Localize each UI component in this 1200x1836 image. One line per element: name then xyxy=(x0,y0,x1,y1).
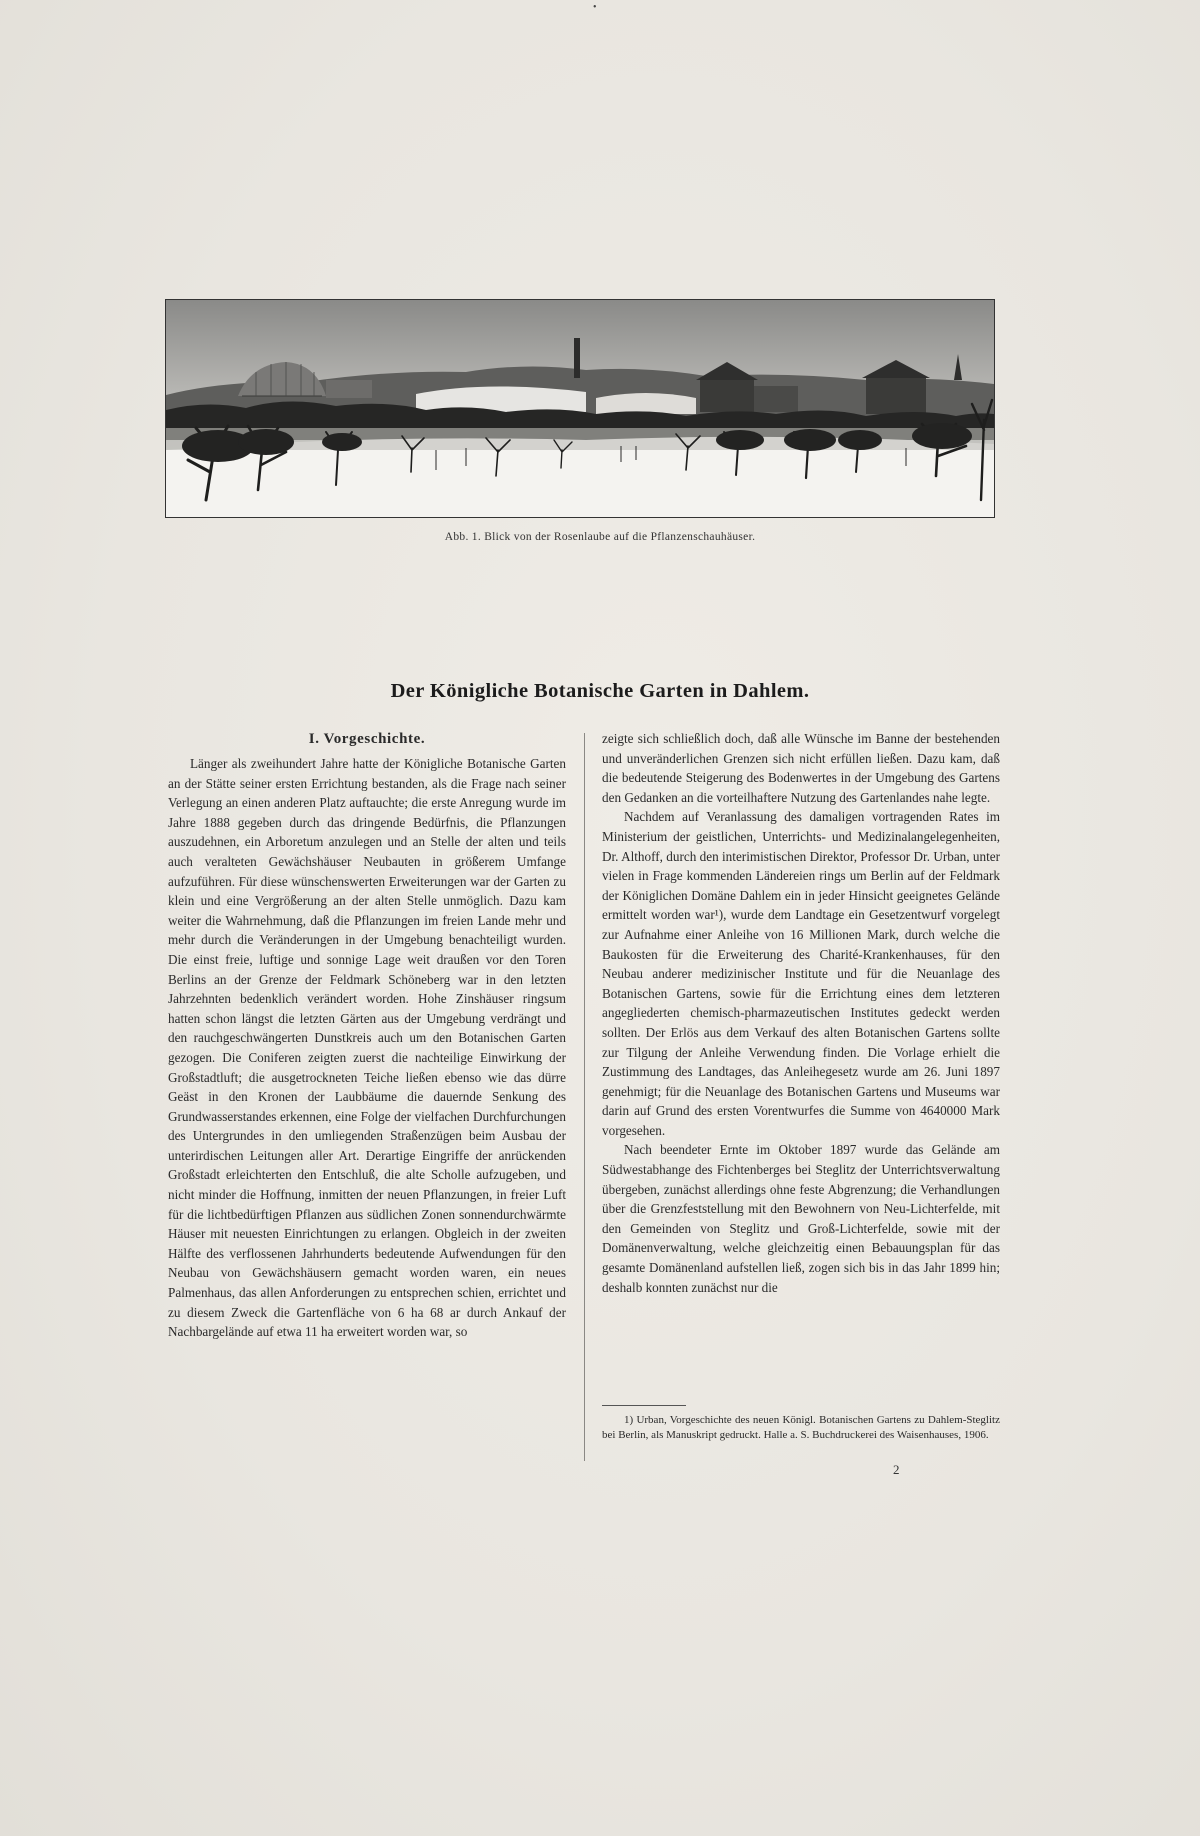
right-column xyxy=(602,729,1000,1297)
figure-caption: Abb. 1. Blick von der Rosenlaube auf die Pflanzenschauhäuser. xyxy=(444,531,756,543)
column-divider xyxy=(584,733,585,1461)
page-number: 2 xyxy=(893,1462,900,1477)
article-title: Der Königliche Botanische Garten in Dahlem. xyxy=(390,680,810,702)
footnote-text: 1) Urban, Vorgeschichte des neuen Königl. Botanischen Gartens zu Dahlem-Steglitz bei Berlin, als Manuskript gedruckt. Halle a. S. Buchdruckerei des Waisenhauses, 1906. xyxy=(602,1414,1000,1441)
left-paragraph: Länger als zweihundert Jahre hatte der Königliche Botanische Garten an der Stätte seiner ersten Errichtung bestanden, als die Frage nach seiner Verlegung an einen anderen Platz auftauchte; die erste Anregung wurde im Jahre 1888 gegeben durch das dringende Bedürfnis, die Pflanzungen auszudehnen, ein Arboretum anzulegen und an Stelle der alten und teils auch veralteten Gewächshäuser Neubauten in größerem Umfange aufzuführen. Für diese wünschenswerten Erweiterungen war der Garten zu klein und eine Vergrößerung an der alten Stelle unmöglich. Dazu kam weiter die Wahrnehmung, daß die Pflanzungen im freien Lande mehr und mehr durch die Veränderungen in der Umgebung benachteiligt wurden. Die einst freie, luftige und sonnige Lage weit draußen vor den Toren Berlins an der Grenze der Feldmark Schöneberg war in den letzten Jahrzehnten bedenklich verändert worden. Hohe Zinshäuser ringsum hatten schon längst die letzten Gärten aus der Umgebung verdrängt und den rauchgeschwängerten Dunstkreis auch um den Botanischen Garten gezogen. Die Coniferen zeigten zuerst die nachteilige Einwirkung der Großstadtluft; die ausgetrockneten Teiche ließen ebenso wie das dürre Geäst in den Kronen der Laubbäume die dauernde Senkung des Grundwasserstandes erkennen, eine Folge der vielfachen Durchfurchungen des Untergrundes in den umliegenden Straßenzügen beim Ausbau der unterirdischen Leitungen aller Art. Derartige Eingriffe der anrückenden Großstadt erleichterten den Entschluß, die alte Scholle aufzugeben, und nicht minder die Hoffnung, inmitten der neuen Pflanzungen, in freier Luft für die lichtbedürftigen Pflanzen aus südlichen Zonen sonnendurchwärmte Häuser mit neuesten Einrichtungen zu erlangen. Obgleich in der zweiten Hälfte des verflossenen Jahrhunderts bedeutende Aufwendungen für den Neubau von Gewächshäusern gemacht worden waren, ein neues Palmenhaus, das allen Anforderungen zu entsprechen schien, errichtet und zu diesem Zweck die Gartenfläche von 6 ha 68 ar durch Ankauf der Nachbargelände auf etwa 11 ha erweitert worden war, so xyxy=(168,756,566,1340)
top-mark: • xyxy=(593,2,597,13)
winter-garden-photo xyxy=(166,300,994,517)
figure-photo xyxy=(165,299,995,518)
footnote xyxy=(602,1413,1000,1443)
section-heading: I. Vorgeschichte. xyxy=(308,731,426,747)
left-column xyxy=(168,730,566,1342)
right-paragraph: Nach beendeter Ernte im Oktober 1897 wurde das Gelände am Südwestabhange des Fichtenberges bei Steglitz der Unterrichtsverwaltung übergeben, zunächst allerdings ohne feste Abgrenzung; die Verhandlungen über die Grenzfeststellung mit den Bewohnern von Neu-Lichterfelde, mit den Gemeinden von Steglitz und Groß-Lichterfelde, sowie mit der Domänenverwaltung, welche gleichzeitig einen Bebauungsplan für das gesamte Domänenland aufstellen ließ, zogen sich bis in das Jahr 1899 hin; deshalb konnten zunächst nur die xyxy=(602,1142,1000,1295)
right-paragraph: zeigte sich schließlich doch, daß alle Wünsche im Banne der bestehenden und unveränderlichen Grenzen sich nicht erfüllen ließen. Dazu kam, daß die bedeutende Steigerung des Bodenwertes in der Umgebung des Gartens den Gedanken an die vorteilhaftere Nutzung des Gartenlandes nahe legte. xyxy=(602,731,1000,805)
right-paragraph: Nachdem auf Veranlassung des damaligen vortragenden Rates im Ministerium der geistlichen, Unterrichts- und Medizinalangelegenheiten, Dr. Althoff, durch den interimistischen Direktor, Professor Dr. Urban, unter vielen in Frage kommenden Ländereien rings um Berlin auf der Feldmark der Königlichen Domäne Dahlem ein in jeder Hinsicht geeignetes Gelände ermittelt worden war¹), wurde dem Landtage ein Gesetzentwurf vorgelegt zur Aufnahme einer Anleihe von 16 Millionen Mark, durch welche die Baukosten für die Erweiterung des Charité-Krankenhauses, für den Neubau anderer medizinischer Institute und für die Neuanlage des Botanischen Gartens, sowie für die Errichtung eines dem letzteren angegliederten chemisch-pharmazeutischen Institutes gedeckt werden sollten. Der Erlös aus dem Verkauf des alten Botanischen Gartens sollte zur Tilgung der Anleihe Verwendung finden. Die Vorlage erhielt die Zustimmung des Landtages, das Anleihegesetz wurde am 26. Juni 1897 genehmigt; für die Neuanlage des Botanischen Gartens und Museums war darin auf Grund des ersten Vorentwurfes die Summe von 4640000 Mark vorgesehen. xyxy=(602,809,1000,1138)
footnote-divider xyxy=(602,1405,686,1406)
